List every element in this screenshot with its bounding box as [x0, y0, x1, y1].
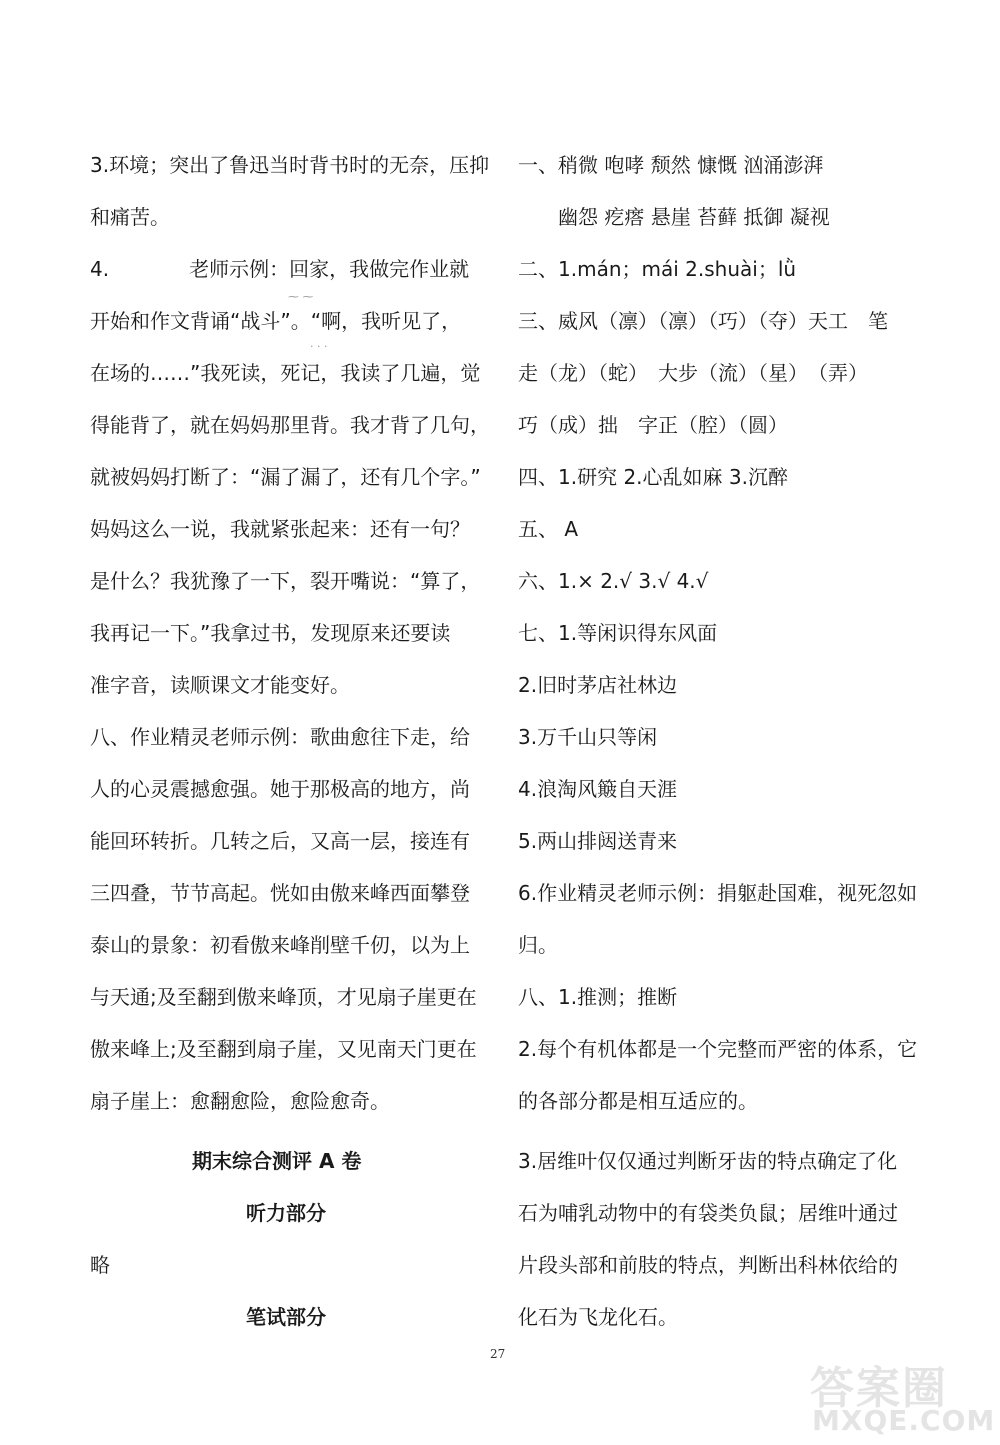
- left-line-2: 和痛苦。: [90, 205, 170, 229]
- left-line-3: 4. 老师示例：回家，我做完作业就: [90, 257, 470, 281]
- listening-answer: 略: [90, 1253, 110, 1277]
- left-line-15: 三四叠，节节高起。恍如由傲来峰西面攀登: [90, 881, 470, 905]
- left-line-14: 能回环转折。几转之后，又高一层，接连有: [90, 829, 470, 853]
- left-line-1: 3.环境；突出了鲁迅当时背书时的无奈，压抑: [90, 153, 490, 177]
- left-line-19: 扇子崖上：愈翻愈险，愈险愈奇。: [90, 1089, 390, 1113]
- left-line-8: 妈妈这么一说，我就紧张起来：还有一句？: [90, 517, 470, 541]
- left-line-12: 八、作业精灵老师示例：歌曲愈往下走，给: [90, 725, 470, 749]
- right-line-12: 3.万千山只等闲: [518, 725, 658, 749]
- section-title: 期末综合测评 A 卷: [192, 1149, 362, 1173]
- right-line-3: 二、1.mán；mái 2.shuài；lǜ: [518, 257, 797, 281]
- left-line-4: 开始和作文背诵“战斗”。“啊，我听见了，: [90, 309, 462, 333]
- left-line-10: 我再记一下。”我拿过书，发现原来还要读: [90, 621, 451, 645]
- right-line-23: 化石为飞龙化石。: [518, 1305, 678, 1329]
- right-line-21: 石为哺乳动物中的有袋类负鼠；居维叶通过: [518, 1201, 898, 1225]
- written-heading: 笔试部分: [246, 1305, 326, 1329]
- right-line-9: 六、1.× 2.√ 3.√ 4.√: [518, 569, 709, 593]
- right-line-2: 幽怨 疙瘩 悬崖 苔藓 抵御 凝视: [558, 205, 830, 229]
- right-line-15: 6.作业精灵老师示例：捐躯赴国难，视死忽如: [518, 881, 918, 905]
- right-line-6: 巧（成）拙 字正（腔）（圆）: [518, 413, 788, 437]
- right-line-20: 3.居维叶仅仅通过判断牙齿的特点确定了化: [518, 1149, 898, 1173]
- left-line-9: 是什么？我犹豫了一下，裂开嘴说：“算了，: [90, 569, 481, 593]
- right-line-5: 走（龙）（蛇） 大步（流）（星） （弄）: [518, 361, 868, 385]
- right-line-10: 七、1.等闲识得东风面: [518, 621, 718, 645]
- left-line-13: 人的心灵震撼愈强。她于那极高的地方，尚: [90, 777, 470, 801]
- watermark-top: 答案圈: [810, 1363, 948, 1414]
- right-line-8: 五、 A: [518, 517, 579, 541]
- right-line-22: 片段头部和前肢的特点，判断出科林依给的: [518, 1253, 898, 1277]
- watermark-logo: [810, 1352, 996, 1442]
- right-line-14: 5.两山排闼送青来: [518, 829, 678, 853]
- handwriting-scribble: ⁓ ⁓: [288, 290, 314, 303]
- watermark-bottom: MXQE.COM: [812, 1404, 996, 1437]
- right-line-7: 四、1.研究 2.心乱如麻 3.沉醉: [518, 465, 788, 489]
- right-line-4: 三、威风（凛）（凛）（巧）（夺）天工 笔: [518, 309, 888, 333]
- listening-heading: 听力部分: [246, 1201, 326, 1225]
- right-line-11: 2.旧时茅店社林边: [518, 673, 678, 697]
- right-line-19: 的各部分都是相互适应的。: [518, 1089, 758, 1113]
- left-line-18: 傲来峰上;及至翻到扇子崖，又见南天门更在: [90, 1037, 477, 1061]
- right-line-16: 归。: [518, 933, 558, 957]
- handwriting-scribble-2: · · ·: [310, 340, 328, 353]
- left-line-16: 泰山的景象：初看傲来峰削壁千仞，以为上: [90, 933, 470, 957]
- right-line-18: 2.每个有机体都是一个完整而严密的体系，它: [518, 1037, 918, 1061]
- left-line-11: 准字音，读顺课文才能变好。: [90, 673, 350, 697]
- right-line-1: 一、稍微 咆哮 颓然 慷慨 汹涌澎湃: [518, 153, 824, 177]
- right-line-13: 4.浪淘风簸自天涯: [518, 777, 678, 801]
- right-line-17: 八、1.推测；推断: [518, 985, 678, 1009]
- page-number: 27: [490, 1347, 506, 1361]
- left-line-5: 在场的……”我死读，死记，我读了几遍，觉: [90, 361, 481, 385]
- left-line-17: 与天通;及至翻到傲来峰顶，才见扇子崖更在: [90, 985, 477, 1009]
- left-line-7: 就被妈妈打断了：“漏了漏了，还有几个字。”: [90, 465, 481, 489]
- left-line-6: 得能背了，就在妈妈那里背。我才背了几句，: [90, 413, 490, 437]
